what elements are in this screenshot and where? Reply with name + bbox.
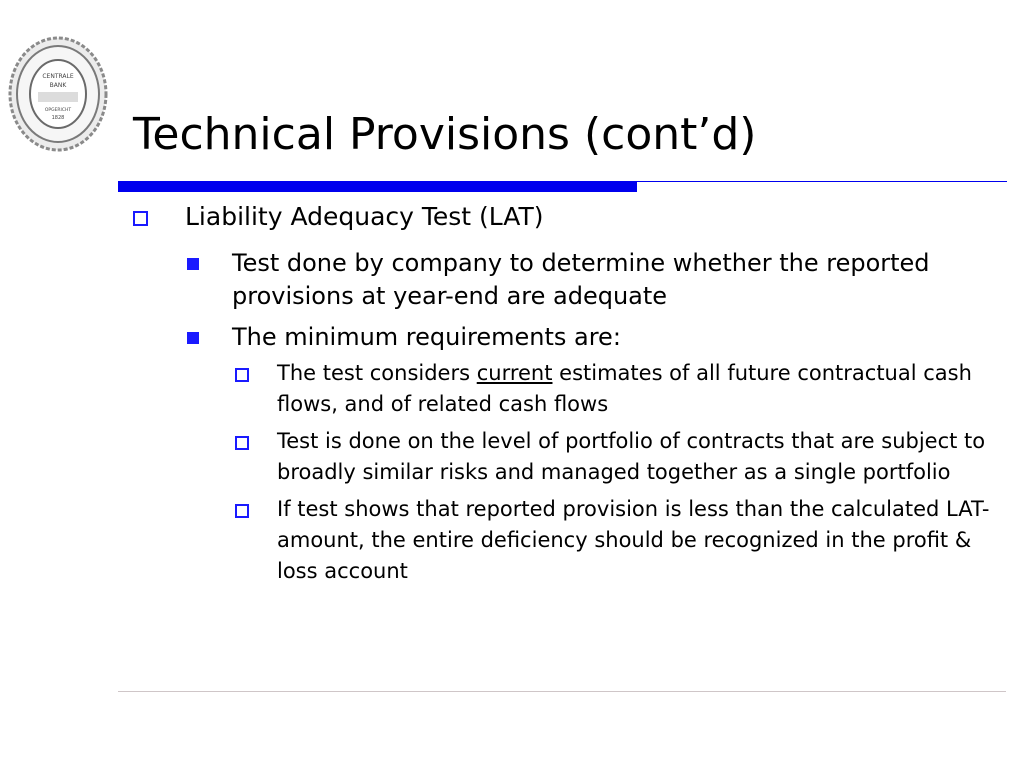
req1-underlined-word: current — [476, 361, 553, 385]
hollow-square-bullet-icon — [235, 504, 249, 518]
footer-divider — [118, 691, 1006, 692]
lat-heading-text: Liability Adequacy Test (LAT) — [185, 202, 544, 231]
bullet-test-done — [187, 247, 1013, 313]
filled-square-bullet-icon — [187, 258, 199, 270]
bullet-requirement-portfolio-level — [235, 426, 1013, 488]
req3-text: If test shows that reported provision is less than the calculated LAT-amount, the entire deficiency should be recognized in the profit & loss account — [277, 497, 990, 583]
slide-content — [133, 200, 1013, 587]
seal-text-bottom: OPGERICHT — [44, 108, 72, 113]
slide-title: Technical Provisions (cont’d) — [133, 109, 757, 160]
req2-text: Test is done on the level of portfolio of contracts that are subject to broadly similar risks and managed together as a single portfolio — [277, 429, 986, 484]
filled-square-bullet-icon — [187, 332, 199, 344]
hollow-square-bullet-icon — [133, 211, 148, 226]
req1-suffix: estimates of all future contractual cash flows, and of related cash flows — [277, 361, 972, 416]
minimum-requirements-text: The minimum requirements are: — [232, 323, 621, 351]
bullet-lat-heading — [133, 200, 1013, 234]
hollow-square-bullet-icon — [235, 368, 249, 382]
hollow-square-bullet-icon — [235, 436, 249, 450]
central-bank-seal-logo — [8, 36, 108, 152]
bullet-requirement-deficiency — [235, 494, 1013, 587]
seal-text-top: CENTRALE — [42, 73, 74, 80]
bullet-requirement-current-estimates — [235, 358, 1013, 420]
seal-year: 1828 — [51, 115, 65, 121]
bullet-minimum-requirements — [187, 321, 1013, 354]
title-accent-bar — [118, 181, 637, 192]
req1-prefix: The test considers — [277, 361, 477, 385]
seal-text-mid: BANK — [49, 82, 67, 89]
title-accent-line — [637, 181, 1007, 182]
test-done-text: Test done by company to determine whether the reported provisions at year-end are adequate — [232, 249, 930, 310]
